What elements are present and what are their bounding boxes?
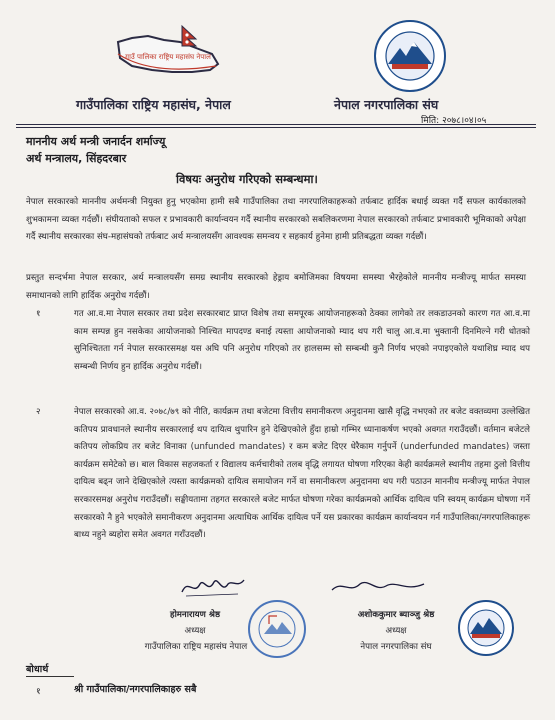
- signatory-org: गाउँपालिका राष्ट्रिय महासंघ नेपाल: [144, 642, 248, 652]
- subject-line: विषयः अनुरोध गरिएको सम्बन्धमा।: [176, 172, 318, 186]
- nepal-map-flag-icon: [112, 24, 224, 86]
- list-item-number: २: [36, 407, 41, 417]
- signatory-name: अशोककुमार ब्याञ्जु श्रेष्ठ: [357, 610, 435, 620]
- bodharth-underline: [26, 676, 74, 677]
- signatory-role: अध्यक्ष: [184, 626, 206, 636]
- signatory-role: अध्यक्ष: [385, 626, 407, 636]
- list-item-text: नेपाल सरकारको आ.व. २०७८/७९ को नीति, कार्यक्रम तथा बजेटमा वित्तीय समानीकरण अनुदानमा खासै वृद्धि नभएको तर बजेट वक्तव्यमा उल्लेखित कतिपय प्रावधानले स्थानीय सरकारलाई थप दायित्व थुपारिन हुने देखिएकोले हुँदा हाम्रो गम्भिर ध्यानाकर्षण भएको अवगत गराउँदछौं। वर्तमान बजेटले कतिपय लोकप्रिय तर बजेट विनाका (unfunded mandates) र कम बजेट दिएर धेरैकाम गर्नुपर्ने (underfunded mandates) जस्ता कार्यक्रम समेटेको छ। बाल विकास सहजकर्ता र विद्यालय कर्मचारीको तलब वृद्धि लगायत घोषणा गरिएका केही कार्यक्रमले स्थानीय तहमा ठुलो वित्तीय दायित्व बढ्न जाने देखिएकोले त्यस्ता कार्यक्रमको दायित्व समायोजन गर्ने वा समानीकरण अनुदानमा थप गरी पठाउन माननीय मन्त्रीज्यू मार्फत नेपाल सरकारसमक्ष अनुरोध गराउँदछौं। सङ्घीयतामा तहगत सरकारले बजेट मार्फत घोषणा गरेका कार्यक्रमको आर्थिक दायित्व पनि स्वयम् कार्यक्रम घोषणा गर्ने सरकारको नै हुने भएकोले समानीकरण अनुदानमा अत्याधिक आर्थिक दायित्व पर्ने यस प्रकारका कार्यक्रम कार्यान्वयन गर्न गाउँपालिका/नगरपालिकाहरू बाध्य नहुने ब्यहोरा समेत अवगत गराँउदछौं।: [74, 407, 530, 541]
- bodharth-item: श्री गाउँपालिका/नगरपालिकाहरु सबै: [74, 684, 197, 695]
- signatory-name: होमनारायण श्रेष्ठ: [170, 610, 220, 620]
- letter-date: मिति: २०७८।०४।०५: [421, 116, 487, 126]
- bodharth-heading: बोधार्थ: [26, 664, 49, 675]
- mountain-emblem-icon: [372, 18, 448, 94]
- header-rule: [16, 124, 536, 125]
- list-item: [26, 404, 530, 600]
- list-item-number: १: [36, 309, 41, 319]
- list-item: [26, 306, 530, 396]
- right-org-title: नेपाल नगरपालिका संघ: [334, 97, 439, 112]
- signature-left: [178, 574, 248, 600]
- body-paragraph-2: प्रस्तुत सन्दर्भमा नेपाल सरकार, अर्थ मन्त्रालयसँग समग्र स्थानीय सरकारको हेड्राय बमोजिमका विषयमा समस्या भैरहेकोले माननीय मन्त्रीज्यू मार्फत समस्या समाधानको लागि हार्दिक अनुरोध गर्दछौं।: [26, 273, 526, 301]
- mun-logo: [372, 18, 448, 94]
- svg-text:गाउँ पालिका राष्ट्रिय महासंघ न: गाउँ पालिका राष्ट्रिय महासंघ नेपाल: [125, 53, 211, 61]
- addressee-name: माननीय अर्थ मन्त्री जनार्दन शर्माज्यू: [26, 135, 166, 148]
- list-item-text: गत आ.व.मा नेपाल सरकार तथा प्रदेश सरकारबाट प्राप्त विशेष तथा समपूरक आयोजनाहरूको ठेक्का लागेको तर लकडाउनको कारण गत आ.व.मा काम सम्पन्न हुन नसकेका आयोजनाको निश्चित मापदण्ड बनाई त्यस्ता आयोजनाको म्याद थप गरी चालु आ.व.मा भुक्तानी दिनमिल्ने गरी धोतको सुनिश्चितता गर्न नेपाल सरकारसमक्ष यस अघि पनि अनुरोध गरिएको तर हालसम्म सो सम्बन्धी कुनै निर्णय भएको नपाइएकोले यथाशिघ्र म्याद थप सम्बन्धी निर्णय हुन हार्दिक अनुरोध गर्दछौं।: [74, 309, 530, 372]
- header-rule-thin: [16, 127, 536, 128]
- left-org-title: गाउँपालिका राष्ट्रिय महासंघ, नेपाल: [76, 97, 231, 112]
- signatory-org: नेपाल नगरपालिका संघ: [360, 642, 432, 652]
- bodharth-item-number: १: [36, 687, 41, 697]
- signature-right: [328, 576, 428, 598]
- mun-seal: [456, 598, 516, 658]
- muan-logo: [112, 24, 224, 86]
- official-stamp-icon: [456, 598, 516, 658]
- body-paragraph-1: नेपाल सरकारको माननीय अर्थमन्त्री नियुक्त हुनु भएकोमा हामी सबै गाउँपालिका तथा नगरपालिकाहरूको तर्फबाट हार्दिक बधाई व्यक्त गर्दै सफल कार्यकालको शुभकामना व्यक्त गर्दछौं। संघीयताको सफल र प्रभावकारी कार्यान्वयन गर्दै स्थानीय सरकारको सबलिकरणमा नेपाल सरकारको तर्फबाट प्रभावकारी भूमिकाको अपेक्षा गर्दै स्थानीय सरकारका संघ-महासंघको तर्फबाट अर्थ मन्त्रालयसँग आवश्यक समन्वय र सहकार्य हुनेमा हामी प्रतिबद्धता व्यक्त गर्दछौं।: [26, 197, 526, 243]
- addressee-office: अर्थ मन्त्रालय, सिंहदरबार: [26, 152, 127, 165]
